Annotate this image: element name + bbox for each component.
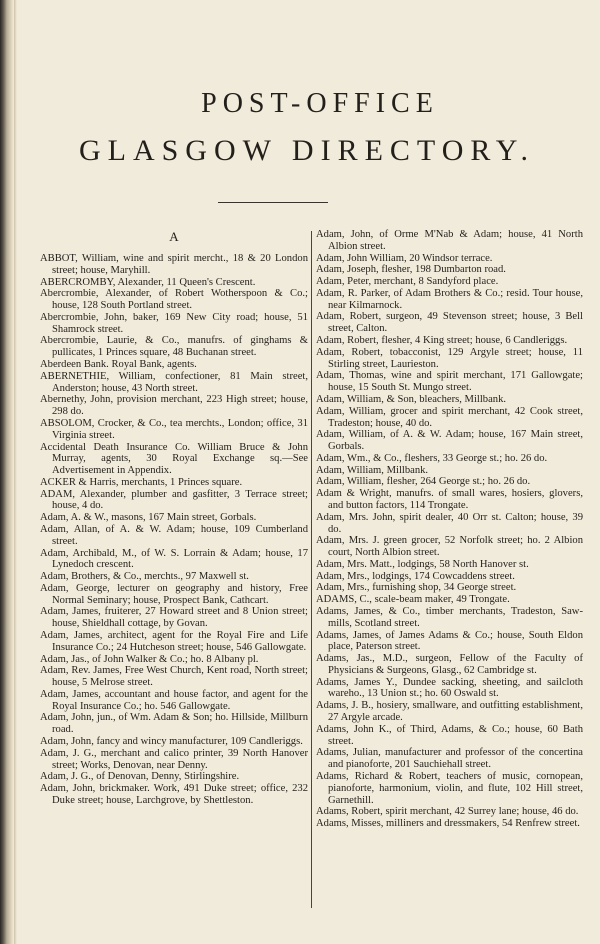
directory-entry: ABSOLOM, Crocker, & Co., tea merchts., London; office, 31 Virginia street. [40, 417, 308, 441]
directory-entry: ABERNETHIE, William, confectioner, 81 Main street, Anderston; house, 43 North street. [40, 370, 308, 394]
directory-entry: Adam, Robert, tobacconist, 129 Argyle street; house, 11 Stirling street, Laurieston. [316, 346, 583, 370]
directory-entry: ABERCROMBY, Alexander, 11 Queen's Crescent. [40, 276, 256, 288]
directory-entry: Adam, James, accountant and house factor, and agent for the Royal Insurance Co.; ho. 546 Gallowgate. [40, 688, 308, 712]
left-column [40, 229, 308, 807]
directory-entry: Adam, John William, 20 Windsor terrace. [316, 252, 493, 264]
directory-entry: Abercrombie, John, baker, 169 New City road; house, 51 Shamrock street. [40, 311, 308, 335]
directory-entry: Adam, Mrs., furnishing shop, 34 George street. [316, 582, 517, 594]
directory-entry: Adams, James Y., Dundee sacking, sheeting, and sailcloth wareho., 13 Union st.; ho. 60 Oswald st. [316, 676, 583, 700]
directory-entry: Abercrombie, Laurie, & Co., manufrs. of ginghams & pullicates, 1 Princes square, 48 Buchanan street. [40, 335, 308, 359]
directory-entry: Adam, Rev. James, Free West Church, Kent road, North street; house, 5 Melrose street. [40, 665, 308, 689]
directory-entry: Adam & Wright, manufrs. of small wares, hosiers, glovers, and button factors, 114 Trongate. [316, 488, 583, 511]
section-letter: A [169, 229, 179, 244]
directory-entry: Adam, William, grocer and spirit merchant, 42 Cook street, Tradeston; house, 40 do. [316, 405, 583, 429]
title-line-2: GLASGOW DIRECTORY. [78, 134, 536, 167]
directory-entry: Accidental Death Insurance Co. William Bruce & John Murray, agents, 30 Royal Exchange sq.—See Advertisement in Appendix. [40, 441, 308, 477]
directory-entry: Adam, George, lecturer on geography and history, Free Normal Seminary; house, Prospect Bank, Cathcart. [40, 582, 308, 606]
directory-entry: Adam, Mrs. J. green grocer, 52 Norfolk street; ho. 2 Albion court, North Albion street. [316, 535, 583, 559]
directory-entry: Adam, William, of A. & W. Adam; house, 167 Main street, Gorbals. [316, 429, 583, 453]
directory-entry: Adams, Misses, milliners and dressmakers, 54 Renfrew street. [316, 818, 580, 830]
directory-entry: Adam, Wm., & Co., fleshers, 33 George st.; ho. 26 do. [316, 452, 548, 464]
directory-entry: Adam, Mrs. John, spirit dealer, 40 Orr st. Calton; house, 39 do. [316, 511, 583, 535]
directory-entry: Adam, John, brickmaker. Work, 491 Duke street; office, 232 Duke street; house, Larchgrove, by Shettleston. [40, 783, 308, 806]
directory-entry: Adams, Jas., M.D., surgeon, Fellow of the Faculty of Physicians & Surgeons, Glasg., 62 Cambridge st. [316, 653, 583, 676]
directory-entry: Adam, Mrs., lodgings, 174 Cowcaddens street. [316, 570, 515, 582]
directory-entry: Adams, James, of James Adams & Co.; house, South Eldon place, Paterson street. [316, 629, 583, 653]
directory-entry: Adam, Mrs. Matt., lodgings, 58 North Hanover st. [316, 558, 529, 570]
directory-entry: Adam, James, architect, agent for the Royal Fire and Life Insurance Co.; 24 Hutcheson street; house, 546 Gallowgate. [40, 630, 308, 653]
column-divider [311, 231, 312, 908]
directory-entry: Adam, William, flesher, 264 George st.; ho. 26 do. [316, 476, 531, 488]
title-line-1: POST-OFFICE [201, 88, 439, 119]
directory-entry: Adam, J. G., merchant and calico printer, 39 North Hanover street; Works, Denovan, near Denny. [40, 747, 308, 771]
left-entries [40, 253, 308, 807]
directory-entry: Adams, Robert, spirit merchant, 42 Surrey lane; house, 46 do. [316, 806, 579, 818]
directory-entry: Adam, Robert, flesher, 4 King street; house, 6 Candleriggs. [316, 335, 568, 347]
title-rule [218, 202, 328, 203]
directory-entry: Adam, Allan, of A. & W. Adam; house, 109 Cumberland street. [40, 523, 308, 547]
directory-entry: Adams, Richard & Robert, teachers of music, cornopean, pianoforte, harmonium, violin, and flute, 102 Hill street, Garnethill. [316, 770, 583, 806]
directory-entry: ADAMS, C., scale-beam maker, 49 Trongate. [316, 594, 510, 606]
directory-entry: Adam, J. G., of Denovan, Denny, Stirlingshire. [40, 771, 240, 783]
directory-entry: Adams, J. B., hosiery, smallware, and outfitting establishment, 27 Argyle arcade. [316, 700, 583, 724]
directory-entry: Abercrombie, Alexander, of Robert Wotherspoon & Co.; house, 128 South Portland street. [40, 288, 308, 312]
directory-entry: Adam, Peter, merchant, 8 Sandyford place. [316, 276, 499, 288]
directory-entry: Adam, James, fruiterer, 27 Howard street and 8 Union street; house, Shieldhall cottage, by Govan. [40, 606, 308, 630]
directory-entry: Abernethy, John, provision merchant, 223 High street; house, 298 do. [40, 394, 308, 418]
directory-entry: Adam, R. Parker, of Adam Brothers & Co.; resid. Tour house, near Kilmarnock. [316, 287, 583, 311]
directory-entry: Adam, Archibald, M., of W. S. Lorrain & Adam; house, 17 Lynedoch crescent. [40, 547, 308, 571]
right-entries [316, 229, 583, 830]
directory-entry: Adams, Julian, manufacturer and professor of the concertina and pianoforte, 201 Sauchiehall street. [316, 747, 583, 771]
directory-entry: ACKER & Harris, merchants, 1 Princes square. [40, 476, 243, 488]
directory-entry: Adam, Joseph, flesher, 198 Dumbarton road. [316, 264, 506, 276]
directory-entry: Adams, James, & Co., timber merchants, Tradeston, Saw-mills, Scotland street. [316, 606, 583, 629]
directory-entry: Adam, Robert, surgeon, 49 Stevenson street; house, 3 Bell street, Calton. [316, 311, 583, 335]
directory-entry: Adam, Thomas, wine and spirit merchant, 171 Gallowgate; house, 15 South St. Mungo street. [316, 370, 583, 394]
directory-entry: ADAM, Alexander, plumber and gasfitter, 3 Terrace street; house, 4 do. [40, 488, 308, 512]
directory-entry: ABBOT, William, wine and spirit mercht., 18 & 20 London street; house, Maryhill. [40, 253, 308, 276]
directory-entry: Adam, John, of Orme M'Nab & Adam; house, 41 North Albion street. [316, 229, 583, 252]
directory-entry: Adam, John, jun., of Wm. Adam & Son; ho. Hillside, Millburn road. [40, 712, 308, 736]
directory-entry: Adam, John, fancy and wincy manufacturer, 109 Candleriggs. [40, 736, 303, 748]
directory-entry: Adam, William, & Son, bleachers, Millbank. [316, 393, 507, 405]
directory-entry: Aberdeen Bank. Royal Bank, agents. [40, 359, 197, 371]
directory-entry: Adam, William, Millbank. [316, 464, 429, 476]
right-column [316, 229, 583, 830]
directory-entry: Adam, Jas., of John Walker & Co.; ho. 8 Albany pl. [40, 653, 259, 665]
directory-entry: Adams, John K., of Third, Adams, & Co.; house, 60 Bath street. [316, 723, 583, 747]
directory-entry: Adam, Brothers, & Co., merchts., 97 Maxwell st. [40, 571, 249, 583]
directory-entry: Adam, A. & W., masons, 167 Main street, Gorbals. [40, 512, 257, 524]
